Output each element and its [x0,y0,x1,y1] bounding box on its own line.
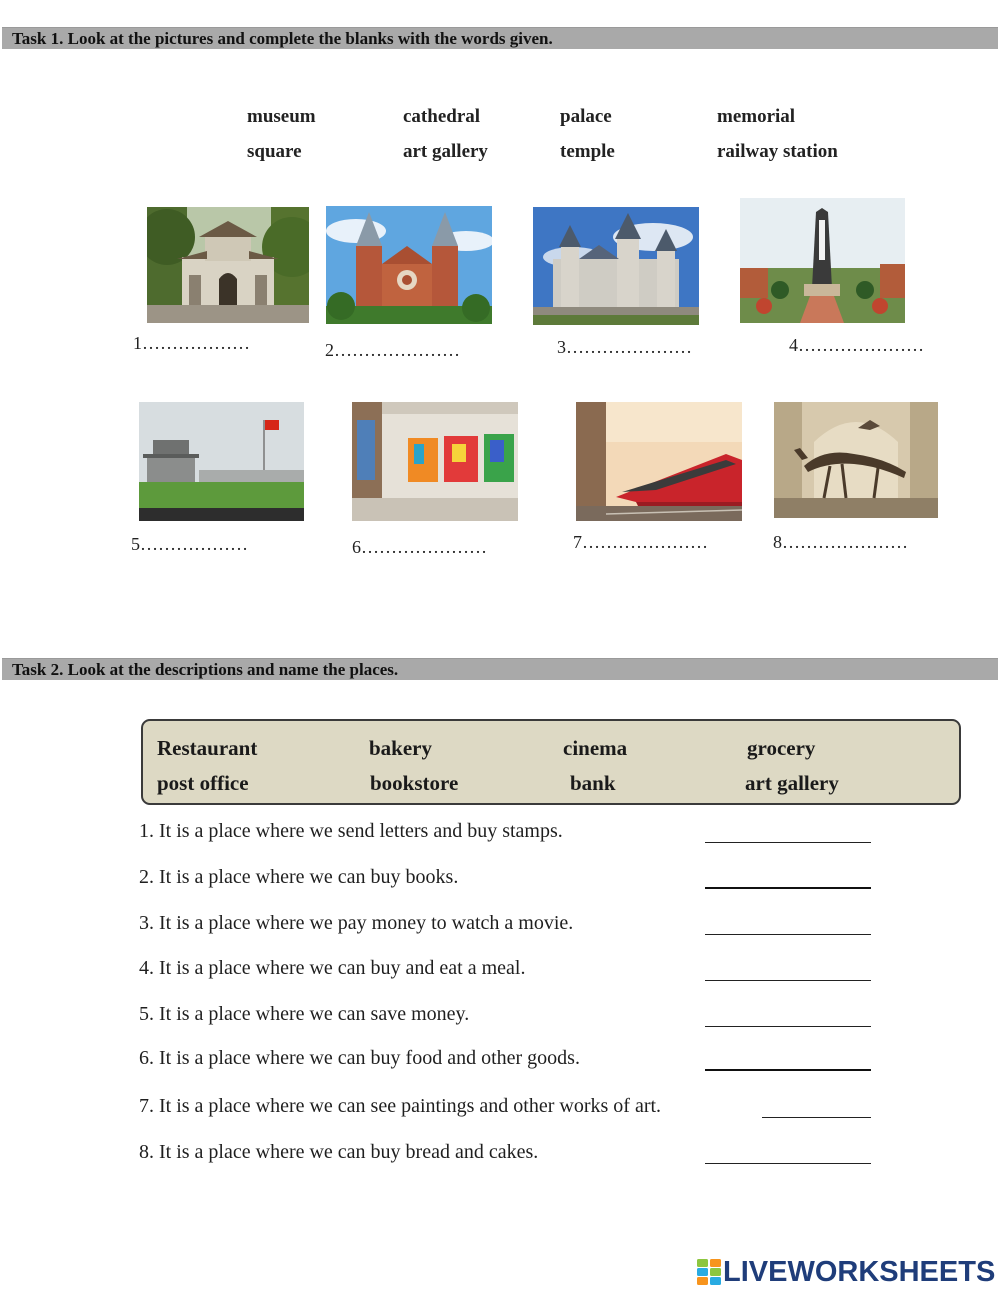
word-temple: temple [560,141,615,162]
word-memorial: memorial [717,106,796,127]
box-word-cinema: cinema [563,736,628,760]
blank-label-6: 6………………… [352,537,487,557]
question-4: 4. It is a place where we can buy and eat a meal. [139,957,526,979]
answer-line-3[interactable] [705,934,871,935]
palace-photo [533,207,699,325]
question-1: 1. It is a place where we send letters and buy stamps. [139,820,563,842]
box-word-bank: bank [570,771,616,795]
answer-line-7[interactable] [762,1117,871,1118]
answer-line-1[interactable] [705,842,871,843]
blank-label-2: 2………………… [325,340,460,360]
museum-photo [774,402,938,518]
box-word-post-office: post office [157,771,249,795]
memorial-photo [740,198,905,323]
task1-title: Task 1. Look at the pictures and complete the blanks with the words given. [2,27,998,49]
blank-label-4: 4………………… [789,335,924,355]
word-cathedral: cathedral [403,106,481,127]
word-museum: museum [247,106,316,127]
box-word-restaurant: Restaurant [157,736,258,760]
question-5: 5. It is a place where we can save money. [139,1003,470,1025]
word-palace: palace [560,106,612,127]
box-word-bookstore: bookstore [370,771,459,795]
word-square: square [247,141,302,162]
box-word-bakery: bakery [369,736,432,760]
word-art-gallery: art gallery [403,141,488,162]
art-gallery-photo [352,402,518,521]
cathedral-photo [326,206,492,324]
liveworksheets-logo-icon [697,1259,721,1285]
word-railway-station: railway station [717,141,838,162]
blank-label-7: 7………………… [573,532,708,552]
question-3: 3. It is a place where we pay money to watch a movie. [139,912,574,934]
temple-photo [147,207,309,323]
liveworksheets-logo-text: LIVEWORKSHEETS [723,1255,996,1288]
answer-line-2[interactable] [705,887,871,889]
railway-station-photo [576,402,742,521]
box-word-grocery: grocery [747,736,816,760]
answer-line-8[interactable] [705,1163,871,1164]
question-6: 6. It is a place where we can buy food and other goods. [139,1047,580,1069]
box-word-art-gallery: art gallery [745,771,839,795]
blank-label-8: 8………………… [773,532,908,552]
blank-label-1: 1……………… [133,333,250,353]
liveworksheets-logo [697,1255,995,1289]
question-8: 8. It is a place where we can buy bread and cakes. [139,1141,539,1163]
blank-label-5: 5……………… [131,534,248,554]
answer-line-6[interactable] [705,1069,871,1071]
answer-line-4[interactable] [705,980,871,981]
answer-line-5[interactable] [705,1026,871,1027]
question-7: 7. It is a place where we can see paintings and other works of art. [139,1095,662,1117]
square-photo [139,402,304,521]
question-2: 2. It is a place where we can buy books. [139,866,459,888]
task2-title: Task 2. Look at the descriptions and name the places. [2,658,998,680]
blank-label-3: 3………………… [557,337,692,357]
